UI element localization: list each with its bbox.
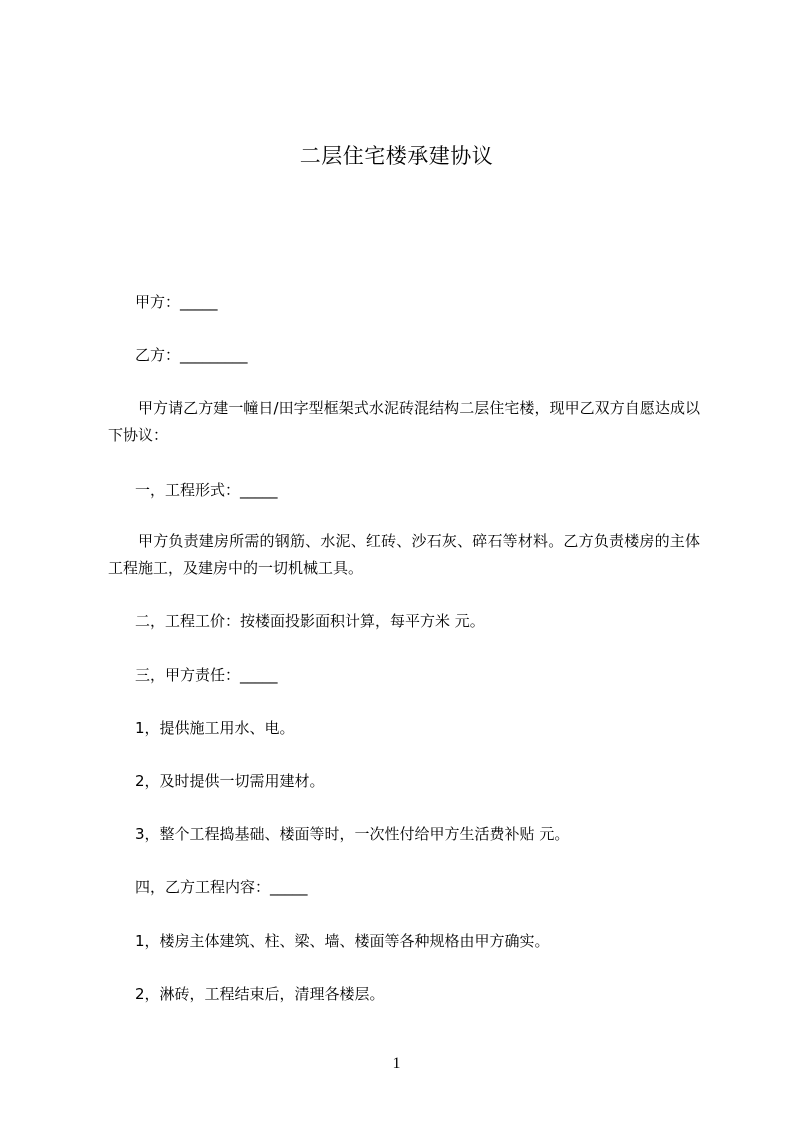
document-title: 二层住宅楼承建协议 <box>299 144 494 168</box>
party-b-line: 乙方：_________ <box>135 346 248 364</box>
section-1-body: 甲方负责建房所需的钢筋、水泥、红砖、沙石灰、碎石等材料。乙方负责楼房的主体工程施工，及建房中的一切机械工具。 <box>108 532 700 577</box>
page-number: 1 <box>392 1055 401 1072</box>
section-4-item-1: 1，楼房主体建筑、柱、梁、墙、楼面等各种规格由甲方确实。 <box>135 932 550 950</box>
party-a-line: 甲方：_____ <box>135 293 218 311</box>
section-3-item-3: 3，整个工程捣基础、楼面等时，一次性付给甲方生活费补贴 元。 <box>135 825 570 843</box>
section-2-heading: 二，工程工价：按楼面投影面积计算，每平方米 元。 <box>135 612 485 630</box>
intro-paragraph: 甲方请乙方建一幢日/田字型框架式水泥砖混结构二层住宅楼，现甲乙双方自愿达成以下协议： <box>108 399 700 444</box>
section-1-heading: 一，工程形式：_____ <box>135 481 278 499</box>
section-3-item-2: 2，及时提供一切需用建材。 <box>135 772 325 790</box>
section-4-item-2: 2，淋砖，工程结束后，清理各楼层。 <box>135 985 385 1003</box>
section-3-item-1: 1，提供施工用水、电。 <box>135 719 295 737</box>
section-4-heading: 四，乙方工程内容：_____ <box>135 878 308 896</box>
section-3-heading: 三，甲方责任：_____ <box>135 666 278 684</box>
